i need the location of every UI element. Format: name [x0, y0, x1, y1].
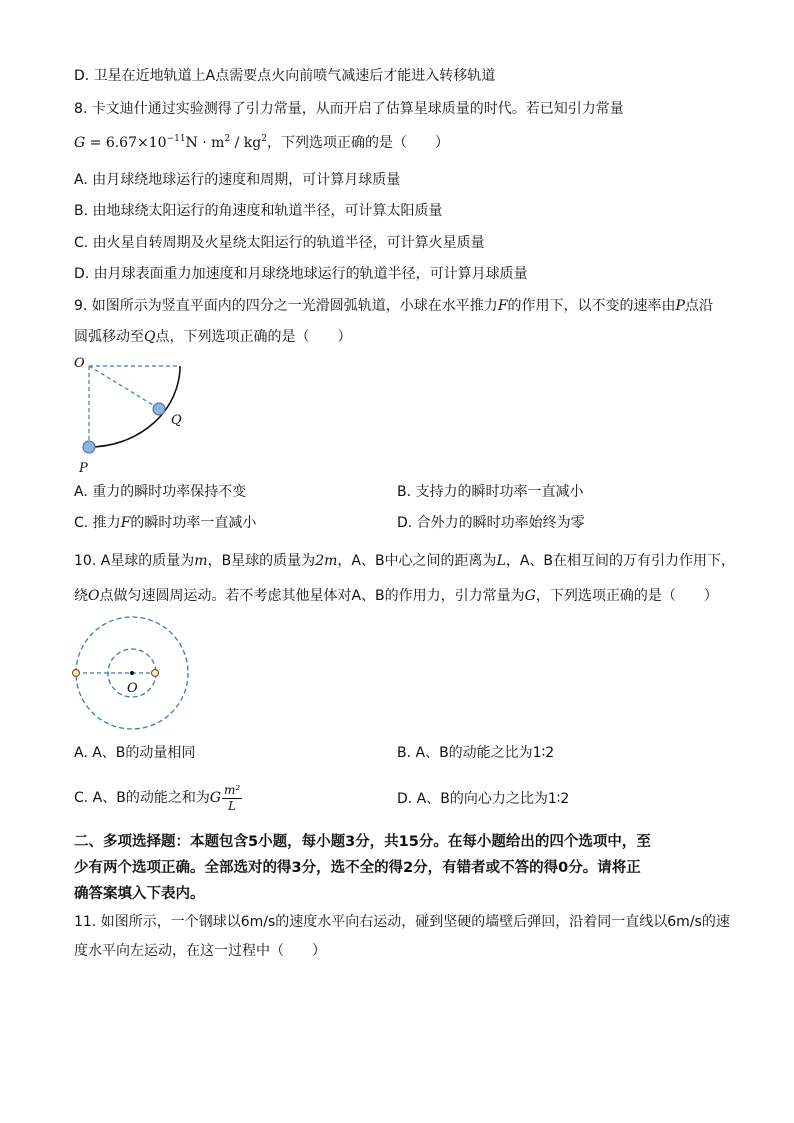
q10-mass-b: 2m [315, 553, 338, 569]
q10-point-o: O [88, 588, 100, 604]
q8-g-symbol: G [74, 135, 86, 151]
q10-mass-a: m [194, 553, 208, 569]
q9-ball-p [83, 441, 95, 453]
q9-option-d: D. 合外力的瞬时功率始终为零 [397, 515, 585, 531]
q10-star-b [152, 670, 159, 677]
q9-label-p: P [79, 461, 88, 476]
q8-g-unit: N · m [185, 135, 225, 151]
q8-g-value: = 6.67×10 [85, 135, 167, 151]
q9-stem-2b: 点，下列选项正确的是（ ） [155, 329, 352, 345]
q9-option-b: B. 支持力的瞬时功率一直减小 [397, 484, 584, 500]
q9-radius-to-q [89, 366, 158, 408]
q8-g-unit-2: / kg [230, 135, 262, 151]
q9-label-o: O [74, 356, 85, 371]
q10-stem-1a: 10. A星球的质量为 [74, 553, 195, 569]
q10-stem-1c: ，A、B中心之间的距离为 [337, 553, 497, 569]
q9-point-p: P [675, 298, 685, 314]
section2-heading-line-1: 二、多项选择题：本题包含5小题，每小题3分，共15分。在每小题给出的四个选项中，至 [74, 834, 651, 850]
q8-option-b: B. 由地球绕太阳运行的角速度和轨道半径，可计算太阳质量 [74, 203, 443, 219]
q10-option-a: A. A、B的动量相同 [74, 745, 196, 761]
q10-option-c-denominator: L [228, 798, 237, 813]
q9-option-c-force: F [120, 515, 131, 531]
q8-option-c: C. 由火星自转周期及火星绕太阳运行的轨道半径，可计算火星质量 [74, 235, 485, 251]
q10-stem-2b: 点做匀速圆周运动。若不考虑其他星体对A、B的作用力，引力常量为 [99, 588, 525, 604]
q10-distance: L [496, 553, 506, 569]
q9-label-q: Q [171, 413, 182, 428]
q9-point-q: Q [144, 329, 156, 345]
q9-option-a: A. 重力的瞬时功率保持不变 [74, 484, 247, 500]
q10-star-a [73, 670, 80, 677]
q8-g-exp: −11 [166, 134, 186, 144]
q9-stem-1b: 的作用下，以不变的速率由 [507, 298, 676, 314]
q8-option-d: D. 由月球表面重力加速度和月球绕地球运行的轨道半径，可计算月球质量 [74, 266, 528, 282]
q10-stem-line-2 [74, 586, 718, 606]
section2-heading-line-2: 少有两个选项正确。全部选对的得3分，选不全的得2分，有错者或不答的得0分。请将正 [74, 860, 641, 876]
q11-stem-line-2: 度水平向左运动，在这一过程中（ ） [74, 943, 326, 959]
q10-g-symbol: G [524, 588, 536, 604]
q10-option-c-fraction [222, 783, 242, 814]
q9-figure [70, 352, 200, 480]
q11-stem-line-1: 11. 如图所示，一个钢球以6m/s的速度水平向右运动，碰到坚硬的墙壁后弹回，沿着同一直线以6m/s的速 [74, 914, 730, 930]
q8-stem-tail: ，下列选项正确的是（ ） [266, 135, 449, 151]
section2-heading-line-3: 确答案填入下表内。 [74, 886, 205, 902]
q8-option-a: A. 由月球绕地球运行的速度和周期，可计算月球质量 [74, 172, 401, 188]
q9-stem-1a: 9. 如图所示为竖直平面内的四分之一光滑圆弧轨道，小球在水平推力 [74, 298, 498, 314]
q9-option-c [74, 513, 256, 533]
q10-option-c [74, 778, 242, 818]
q9-option-c-1: C. 推力 [74, 515, 121, 531]
q10-option-c-g: G [209, 790, 222, 806]
q10-stem-2a: 绕 [74, 588, 88, 604]
q10-option-c-1: C. A、B的动能之和为 [74, 790, 210, 806]
q10-stem-line-1 [74, 551, 735, 571]
q9-stem-1c: 点沿 [684, 298, 713, 314]
q9-option-c-2: 的瞬时功率一直减小 [130, 515, 257, 531]
q10-stem-2c: ，下列选项正确的是（ ） [535, 588, 718, 604]
q10-option-b: B. A、B的动能之比为1∶2 [397, 745, 555, 761]
q9-stem-line-2 [74, 327, 351, 347]
q10-option-d: D. A、B的向心力之比为1∶2 [397, 791, 570, 807]
q10-center-point [130, 671, 134, 675]
q9-ball-q [153, 403, 165, 415]
q10-label-o: O [127, 681, 138, 696]
q9-stem-2a: 圆弧移动至 [74, 329, 144, 345]
q10-figure [68, 612, 198, 734]
q10-option-c-numerator: m² [224, 782, 241, 797]
q8-stem-line-2 [74, 133, 449, 153]
q8-g-unit-exp: 2 [224, 134, 231, 144]
q9-arc-track [89, 366, 180, 447]
q8-g-unit-2-exp: 2 [261, 134, 267, 144]
q9-force-symbol: F [497, 298, 508, 314]
q10-stem-1d: ，A、B在相互间的万有引力作用下， [505, 553, 736, 569]
q9-stem-line-1 [74, 296, 713, 316]
q7-option-d: D. 卫星在近地轨道上A点需要点火向前喷气减速后才能进入转移轨道 [74, 68, 496, 84]
q8-stem-line-1: 8. 卡文迪什通过实验测得了引力常量，从而开启了估算星球质量的时代。若已知引力常量 [74, 101, 624, 117]
q10-stem-1b: ，B星球的质量为 [207, 553, 316, 569]
